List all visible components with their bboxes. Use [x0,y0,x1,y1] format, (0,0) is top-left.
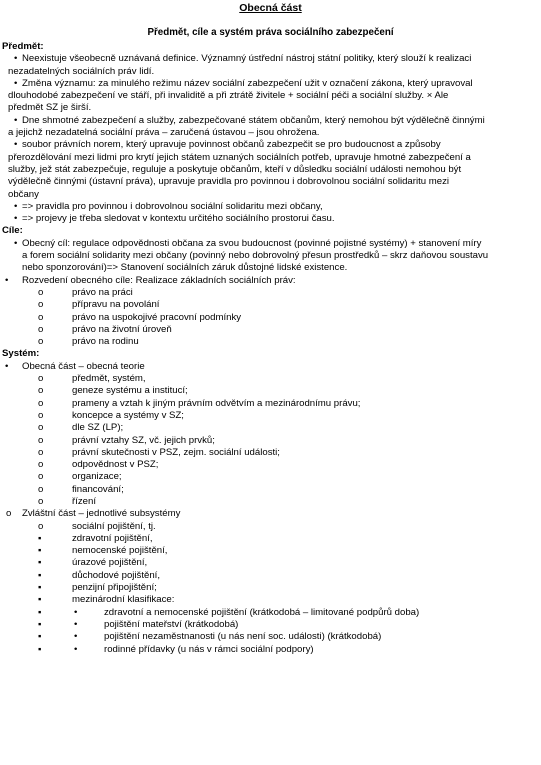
text-line: Obecná část – obecná teorie [22,360,145,372]
bullet-marker: • [14,114,18,126]
square-marker: ▪ [38,569,42,581]
square-marker: ▪ [38,643,42,655]
circle-marker: o [38,323,44,335]
system-special [0,508,541,520]
system-general-label [0,361,541,373]
intl-items-list [0,607,541,656]
text-line: právní vztahy SZ, vč. jejich prvků; [72,434,215,446]
text-line: zdravotní a nemocenské pojištění (krátkodobá – limitované podpůrů doba) [104,606,420,618]
bullet-marker: • [14,213,18,225]
square-marker: ▪ [38,557,42,569]
page-title: Obecná část [239,2,302,14]
section-heading-predmet: Předmět: [2,41,44,52]
predmet-item [0,201,541,213]
cile-item-general-cont [0,250,541,275]
circle-marker: o [38,373,44,385]
text-line: a forem sociální solidarity mezi občany (povinný nebo dobrovolný přesun prostředků – skrz daňovou soustavu [22,250,489,262]
bullet-marker: • [14,237,18,249]
square-marker: ▪ [38,606,42,618]
circle-marker: o [38,434,44,446]
circle-marker: o [38,520,44,532]
text-line: právo na práci [72,286,133,298]
circle-marker: o [38,459,44,471]
text-line: nezadatelných sociálních práv lidí. [8,65,155,77]
text-line: právní skutečnosti v PSZ, zejm. sociální události; [72,446,280,458]
right-item [0,312,541,324]
text-line: odpovědnost v PSZ; [72,459,159,471]
text-line: nemocenské pojištění, [72,545,168,557]
general-item [0,459,541,471]
circle-marker: o [38,422,44,434]
text-line: dle SZ (LP); [72,422,124,434]
text-line: předmět, systém, [72,373,146,385]
right-item [0,299,541,311]
right-item [0,336,541,348]
intl-item [0,631,541,643]
bullet-marker: • [14,53,18,65]
text-line: Zvláštní část – jednotlivé subsystémy [22,508,181,520]
predmet-list [0,53,541,225]
text-line: Změna významu: za minulého režimu název sociální zabezpečení užit v označení zákona, který upravoval [22,77,473,89]
predmet-item [0,213,541,225]
general-item [0,484,541,496]
text-line: právo na životní úroveň [72,323,172,335]
text-line: Dne shmotné zabezpečení a služby, zabezpečované státem občanům, který nemohou být výdělečně činnými [22,114,485,126]
text-line: geneze systému a institucí; [72,385,188,397]
square-marker: ▪ [38,631,42,643]
text-line: mezinárodní klasifikace: [72,594,175,606]
special-item [0,557,541,569]
bullet-marker: • [5,360,9,372]
rights-list [0,287,541,348]
circle-marker: o [38,397,44,409]
circle-marker: o [38,385,44,397]
general-item [0,422,541,434]
cile-item-rights [0,275,541,287]
text-line: sociální pojištění, tj. [72,520,156,532]
text-line: Obecný cíl: regulace odpovědnosti občana za svou budoucnost (povinné pojistné systémy) + stanovení míry [22,237,482,249]
text-line: rodinné přídavky (u nás v rámci sociální podpory) [104,643,314,655]
text-line: pojištění mateřství (krátkodobá) [104,618,239,630]
square-marker: ▪ [38,618,42,630]
general-item [0,373,541,385]
section-heading-system: Systém: [2,348,40,360]
text-line: a jejichž nezadatelná sociální práva – zaručená ústavou – jsou ohrožena. [8,127,320,139]
special-items-list [0,521,541,607]
system-special-label [0,508,541,520]
text-line: financování; [72,483,124,495]
bullet-marker: • [5,274,9,286]
text-line: právo na rodinu [72,336,139,348]
cile-item-general [0,238,541,250]
bullet-marker: • [14,77,18,89]
circle-marker: o [38,286,44,298]
intl-item [0,619,541,631]
special-item [0,570,541,582]
text-line: služby, jež stát zabezpečuje, reguluje a poskytuje občanům, kteří v důsledku sociální události nemohou být [8,163,462,175]
text-line: právo na uspokojivé pracovní podmínky [72,311,242,323]
circle-marker: o [38,471,44,483]
predmet-item [0,78,541,115]
general-item [0,496,541,508]
predmet-item [0,139,541,200]
circle-marker: o [38,336,44,348]
circle-marker: o [38,446,44,458]
square-marker: ▪ [38,532,42,544]
text-line: koncepce a systémy v SZ; [72,409,184,421]
bullet-marker: • [74,631,78,643]
bullet-marker: • [74,618,78,630]
text-line: přerozdělování mezi lidmi pro krytí jejich státem uznaných sociálních potřeb, upravuje hmotné zabezpečení a [8,151,471,163]
text-line: zdravotní pojištění, [72,532,153,544]
circle-marker: o [38,299,44,311]
text-line: důchodové pojištění, [72,569,161,581]
text-line: Rozvedení obecného cíle: Realizace základních sociálních práv: [22,274,296,286]
special-item [0,533,541,545]
text-line: nebo sponzorování)=> Stanovení sociálních záruk důstojné lidské existence. [22,262,348,274]
bullet-marker: • [74,606,78,618]
text-line: výdělečně činnými (ústavní práva), upravuje pravidla pro povinnou i dobrovolnou sociální solidaritu mezi [8,176,450,188]
text-line: dlouhodobé zabezpečení ve stáří, při invaliditě a při ztrátě živitele + sociální péči a sociální služby. × Ale [8,90,449,102]
text-line: úrazové pojištění, [72,557,148,569]
circle-marker: o [38,311,44,323]
square-marker: ▪ [38,594,42,606]
special-item [0,521,541,533]
intl-item [0,607,541,619]
text-line: řízení [72,495,96,507]
cile-list [0,238,541,287]
document-subtitle: Předmět, cíle a systém práva sociálního zabezpečení [147,27,394,38]
general-item [0,398,541,410]
text-line: => pravidla pro povinnou i dobrovolnou sociální solidaritu mezi občany, [22,200,323,212]
text-line: pojištění nezaměstnanosti (u nás není soc. události) (krátkodobá) [104,631,382,643]
circle-marker: o [38,409,44,421]
general-item [0,410,541,422]
system-list [0,361,541,373]
section-heading-cile: Cíle: [2,225,23,237]
circle-marker: o [6,508,12,520]
square-marker: ▪ [38,545,42,557]
text-line: prameny a vztah k jiným právním odvětvím a mezinárodnímu právu; [72,397,361,409]
text-line: penzijní připojištění; [72,582,157,594]
text-line: předmět SZ je širší. [8,102,92,114]
square-marker: ▪ [38,582,42,594]
general-item [0,435,541,447]
text-line: občany [8,188,39,200]
general-items-list [0,373,541,508]
text-line: Neexistuje všeobecně uznávaná definice. Významný ústřední nástroj státní politiky, který slouží k realizaci [22,53,472,65]
right-item [0,324,541,336]
special-item [0,545,541,557]
bullet-marker: • [14,200,18,212]
text-line: soubor právních norem, který upravuje povinnost občanů zabezpečit se pro budoucnost a způsoby [22,139,441,151]
bullet-marker: • [14,139,18,151]
right-item [0,287,541,299]
text-line: => projevy je třeba sledovat v kontextu určitého sociálního prostorui času. [22,213,335,225]
general-item [0,385,541,397]
special-item [0,594,541,606]
bullet-marker: • [74,643,78,655]
text-line: přípravu na povolání [72,299,160,311]
predmet-item [0,53,541,78]
general-item [0,447,541,459]
intl-item [0,644,541,656]
text-line: organizace; [72,471,122,483]
circle-marker: o [38,495,44,507]
general-item [0,471,541,483]
predmet-item [0,115,541,140]
special-item [0,582,541,594]
circle-marker: o [38,483,44,495]
